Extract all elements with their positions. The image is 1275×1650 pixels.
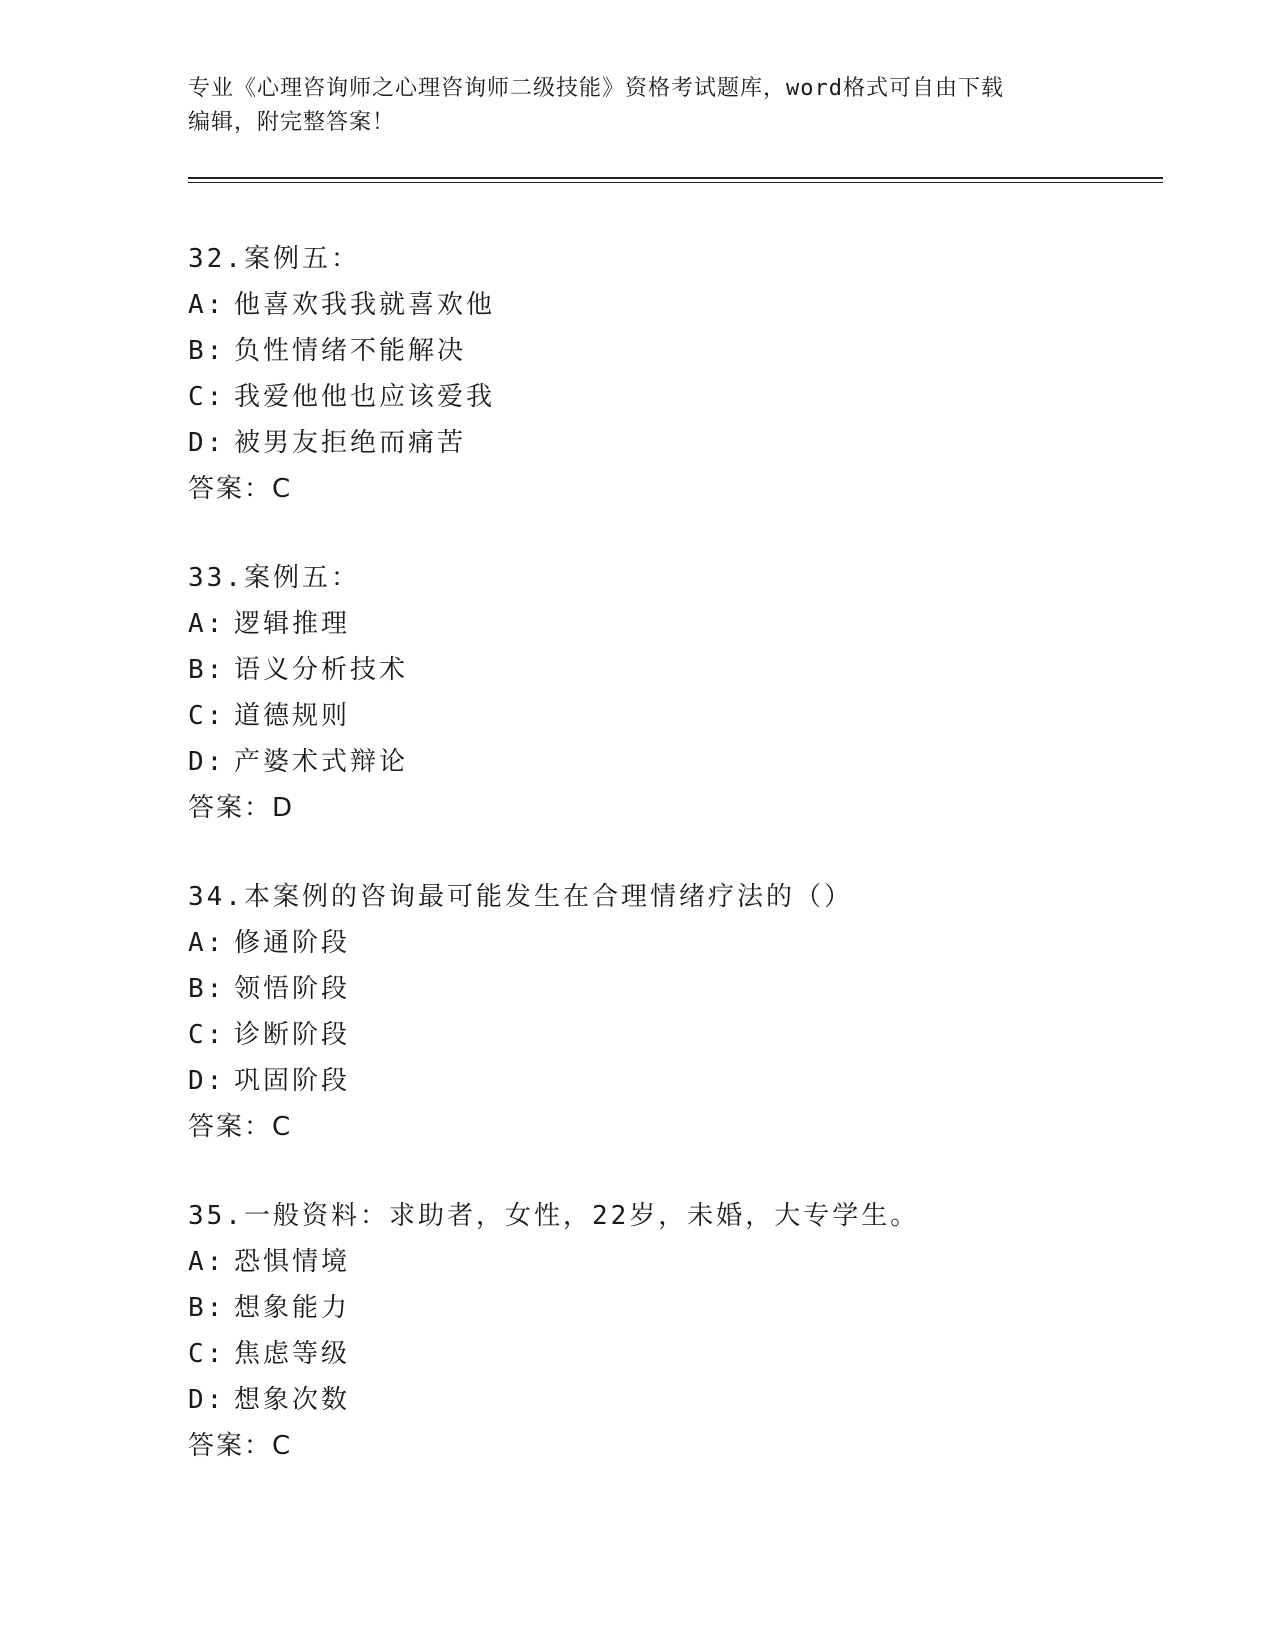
question-list [188,236,1163,1512]
option-text: 产婆术式辩论 [234,747,409,777]
question-32 [188,236,1163,512]
question-33 [188,555,1163,831]
option-d [188,739,1163,785]
option-b [188,1285,1163,1331]
option-key: C: [188,701,226,731]
option-text: 领悟阶段 [234,974,351,1004]
answer-line: 答案：C [188,1431,293,1461]
option-text: 被男友拒绝而痛苦 [234,428,467,458]
option-text: 恐惧情境 [234,1247,351,1277]
question-34 [188,874,1163,1150]
option-key: C: [188,1339,226,1369]
question-stem: 32.案例五： [188,244,360,274]
option-text: 修通阶段 [234,928,351,958]
option-d [188,1377,1163,1423]
option-key: D: [188,1385,226,1415]
option-c [188,693,1163,739]
option-d [188,420,1163,466]
option-text: 诊断阶段 [234,1020,351,1050]
option-key: B: [188,336,226,366]
option-text: 我爱他他也应该爱我 [234,382,496,412]
option-b [188,647,1163,693]
option-text: 负性情绪不能解决 [234,336,467,366]
option-text: 焦虑等级 [234,1339,351,1369]
option-key: B: [188,1293,226,1323]
option-text: 巩固阶段 [234,1066,351,1096]
header-line-1: 专业《心理咨询师之心理咨询师二级技能》资格考试题库，word格式可自由下载 [188,76,1004,101]
option-d [188,1058,1163,1104]
option-c [188,374,1163,420]
option-key: D: [188,747,226,777]
option-key: A: [188,1247,226,1277]
question-35 [188,1193,1163,1469]
option-text: 道德规则 [234,701,351,731]
option-a [188,601,1163,647]
option-c [188,1012,1163,1058]
option-text: 逻辑推理 [234,609,351,639]
option-key: C: [188,1020,226,1050]
question-stem: 33.案例五： [188,563,360,593]
header-divider [188,177,1163,183]
option-key: A: [188,928,226,958]
option-b [188,966,1163,1012]
option-c [188,1331,1163,1377]
option-key: A: [188,290,226,320]
option-a [188,1239,1163,1285]
option-text: 想象次数 [234,1385,351,1415]
option-key: C: [188,382,226,412]
option-text: 他喜欢我我就喜欢他 [234,290,496,320]
option-text: 想象能力 [234,1293,351,1323]
header-line-2: 编辑，附完整答案！ [188,110,396,135]
document-header [188,72,1088,140]
question-stem: 34.本案例的咨询最可能发生在合理情绪疗法的（） [188,882,853,912]
option-key: A: [188,609,226,639]
option-text: 语义分析技术 [234,655,409,685]
option-key: B: [188,974,226,1004]
option-a [188,282,1163,328]
option-a [188,920,1163,966]
answer-line: 答案：C [188,1112,293,1142]
option-key: D: [188,1066,226,1096]
option-key: B: [188,655,226,685]
answer-line: 答案：C [188,474,293,504]
option-b [188,328,1163,374]
question-stem: 35.一般资料：求助者，女性，22岁，未婚，大专学生。 [188,1201,920,1231]
answer-line: 答案：D [188,793,295,823]
option-key: D: [188,428,226,458]
